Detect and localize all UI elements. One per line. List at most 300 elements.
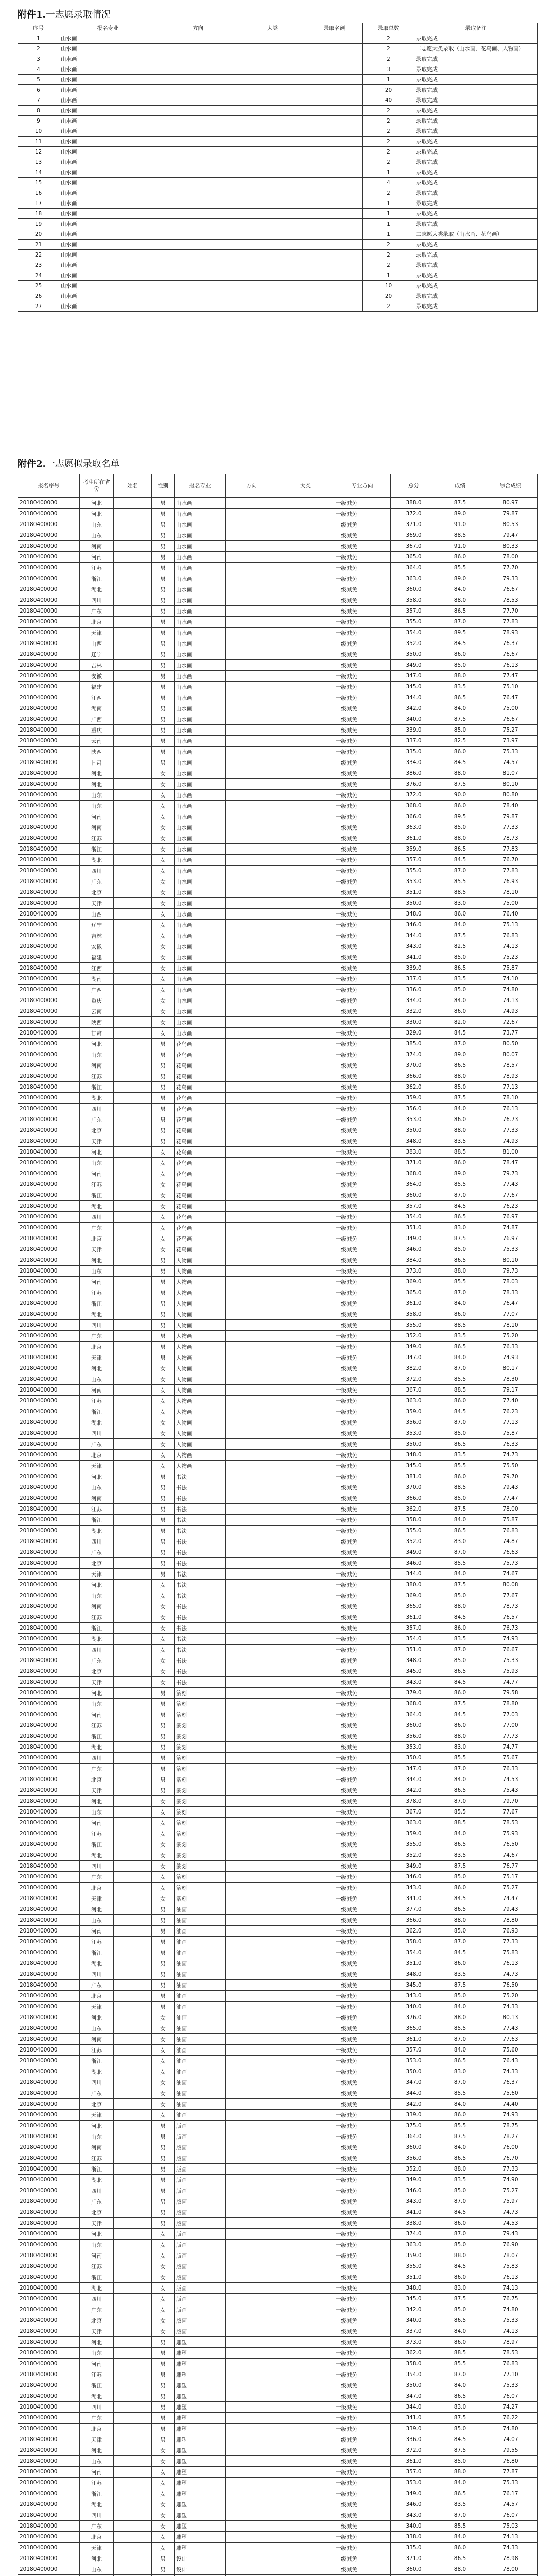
table-row	[18, 2564, 538, 2575]
table2-cell: 85.5	[437, 1179, 483, 1190]
table2-cell: 20180400000	[18, 617, 80, 628]
table2-cell: 雕塑	[175, 2478, 226, 2488]
table2-cell: 355.0	[391, 866, 437, 876]
table2-cell: 一级减免	[334, 530, 391, 541]
table2-cell: 油画	[175, 1980, 226, 1991]
table2-cell: 366.0	[391, 811, 437, 822]
table2-cell: 20180400000	[18, 2012, 80, 2023]
table2-cell: 女	[152, 985, 175, 995]
table2-cell	[114, 2359, 152, 2369]
table2-cell: 76.97	[483, 1233, 538, 1244]
table1-cell: 26	[18, 291, 59, 301]
table2-cell	[226, 941, 277, 952]
table2-cell: 一级减免	[334, 1526, 391, 1536]
table2-cell: 书法	[175, 1580, 226, 1590]
table2-cell: 20180400000	[18, 876, 80, 887]
table-row	[18, 2402, 538, 2413]
table2-cell: 374.0	[391, 2229, 437, 2240]
table2-cell	[277, 1590, 334, 1601]
table2-cell: 河北	[80, 1147, 114, 1158]
table2-cell	[114, 1699, 152, 1709]
table1-cell	[239, 260, 306, 270]
table2-cell: 87.0	[437, 2510, 483, 2521]
table1-cell	[306, 188, 363, 198]
table2-cell	[226, 2564, 277, 2575]
table2-cell: 人物画	[175, 1331, 226, 1342]
table2-cell: 女	[152, 2456, 175, 2467]
table2-cell	[114, 552, 152, 563]
table2-cell: 86.0	[437, 2543, 483, 2553]
table2-cell: 浙江	[80, 1190, 114, 1201]
table1-cell: 山水画	[59, 85, 157, 95]
table2-cell: 20180400000	[18, 1352, 80, 1363]
table2-cell: 书法	[175, 1623, 226, 1634]
table2-cell: 女	[152, 1406, 175, 1417]
table2-cell: 男	[152, 2424, 175, 2434]
table-row	[18, 573, 538, 584]
table2-cell: 女	[152, 1872, 175, 1883]
table2-cell	[277, 1969, 334, 1980]
table2-cell: 88.0	[437, 1731, 483, 1742]
table2-cell: 女	[152, 1417, 175, 1428]
table2-cell	[277, 2359, 334, 2369]
table2-cell: 75.20	[483, 1991, 538, 2002]
table2-cell: 87.0	[437, 1287, 483, 1298]
table1-cell	[306, 178, 363, 188]
table2-cell	[277, 1298, 334, 1309]
table2-cell	[277, 1850, 334, 1861]
table2-cell: 20180400000	[18, 1807, 80, 1818]
table2-cell: 72.67	[483, 1017, 538, 1028]
table2-cell: 女	[152, 887, 175, 898]
table2-cell	[114, 1136, 152, 1147]
table2-cell: 359.0	[391, 844, 437, 855]
table-row	[18, 2543, 538, 2553]
table2-cell: 一级减免	[334, 1764, 391, 1774]
table-row	[18, 1926, 538, 1937]
table-row	[18, 1396, 538, 1406]
table2-cell: 20180400000	[18, 995, 80, 1006]
table2-cell: 篆刻	[175, 1828, 226, 1839]
table1-cell: 二志愿大类录取（山水画、花鸟画、人物画）	[414, 44, 538, 54]
table2-cell: 一级减免	[334, 2207, 391, 2218]
table2-cell: 一级减免	[334, 1071, 391, 1082]
table2-cell: 353.0	[391, 1742, 437, 1753]
table2-cell: 女	[152, 2099, 175, 2110]
table2-cell: 76.43	[483, 2056, 538, 2066]
table2-cell: 89.0	[437, 573, 483, 584]
table1-cell	[239, 64, 306, 75]
table2-cell: 87.5	[437, 2294, 483, 2304]
table2-cell	[277, 898, 334, 909]
table1-header-cell: 方向	[157, 23, 239, 33]
table2-cell: 20180400000	[18, 1828, 80, 1839]
table1-cell: 4	[363, 178, 414, 188]
table2-cell: 花鸟画	[175, 1158, 226, 1168]
table2-cell: 雕塑	[175, 2348, 226, 2359]
table2-cell: 北京	[80, 2099, 114, 2110]
table2-cell: 北京	[80, 2207, 114, 2218]
table2-cell: 85.5	[437, 1461, 483, 1471]
table2-cell: 一级减免	[334, 1818, 391, 1828]
table2-cell	[226, 1104, 277, 1114]
table2-cell: 20180400000	[18, 1028, 80, 1039]
table2-cell: 76.97	[483, 1212, 538, 1223]
table1-cell	[157, 95, 239, 106]
table-row	[18, 301, 538, 312]
table2-cell: 篆刻	[175, 1893, 226, 1904]
table2-cell: 89.0	[437, 1168, 483, 1179]
table2-cell: 86.0	[437, 1471, 483, 1482]
table2-cell: 20180400000	[18, 2121, 80, 2131]
table2-cell: 一级减免	[334, 606, 391, 617]
table2-cell: 91.0	[437, 541, 483, 552]
table2-cell: 浙江	[80, 2380, 114, 2391]
table2-cell: 20180400000	[18, 2510, 80, 2521]
table2-cell: 雕塑	[175, 2402, 226, 2413]
table2-cell: 河南	[80, 1168, 114, 1179]
table2-cell	[226, 2326, 277, 2337]
table2-cell: 335.0	[391, 2543, 437, 2553]
table2-cell	[277, 2478, 334, 2488]
table2-cell	[226, 833, 277, 844]
table2-cell: 天津	[80, 1569, 114, 1580]
table1-cell: 山水画	[59, 54, 157, 64]
table2-cell: 20180400000	[18, 1958, 80, 1969]
table2-cell	[277, 1071, 334, 1082]
table-row	[18, 768, 538, 779]
table2-cell: 山水画	[175, 617, 226, 628]
table2-cell	[114, 1471, 152, 1482]
table2-cell: 86.0	[437, 801, 483, 811]
table2-cell	[226, 811, 277, 822]
table2-title-bold: 附件2.	[18, 459, 46, 469]
table-row	[18, 1699, 538, 1709]
table2-cell: 一级减免	[334, 941, 391, 952]
table2-cell: 一级减免	[334, 930, 391, 941]
table2-cell: 78.33	[483, 1287, 538, 1298]
table2-cell: 花鸟画	[175, 1104, 226, 1114]
table2-cell: 373.0	[391, 2337, 437, 2348]
table1-cell	[157, 157, 239, 167]
table2-cell	[114, 606, 152, 617]
table2-cell: 广东	[80, 1980, 114, 1991]
table2-cell: 370.0	[391, 1482, 437, 1493]
table2-cell: 76.17	[483, 2488, 538, 2499]
table2-cell	[226, 855, 277, 866]
table2-cell: 20180400000	[18, 1915, 80, 1926]
table2-cell	[226, 1017, 277, 1028]
table2-cell	[114, 519, 152, 530]
table2-cell	[226, 1731, 277, 1742]
table2-cell: 河北	[80, 1255, 114, 1266]
table2-cell	[114, 1461, 152, 1471]
table2-cell	[226, 2315, 277, 2326]
table2-cell: 20180400000	[18, 2131, 80, 2142]
table2-cell: 雕塑	[175, 2359, 226, 2369]
table2-cell: 86.0	[437, 1720, 483, 1731]
table2-cell: 一级减免	[334, 1450, 391, 1461]
table2-cell: 山水画	[175, 660, 226, 671]
table-row	[18, 1785, 538, 1796]
table2-cell	[277, 595, 334, 606]
table1-cell: 山水画	[59, 198, 157, 209]
table2-cell	[226, 1915, 277, 1926]
table2-cell: 辽宁	[80, 649, 114, 660]
table1-cell: 1	[363, 167, 414, 178]
table2-cell: 342.0	[391, 703, 437, 714]
table2-cell	[226, 2369, 277, 2380]
table2-cell: 一级减免	[334, 2304, 391, 2315]
table2-cell: 358.0	[391, 595, 437, 606]
table2-cell: 一级减免	[334, 1796, 391, 1807]
table2-cell: 山水画	[175, 649, 226, 660]
table2-cell: 女	[152, 1158, 175, 1168]
table2-cell: 85.0	[437, 985, 483, 995]
table2-cell: 一级减免	[334, 1093, 391, 1104]
table2-cell: 男	[152, 2207, 175, 2218]
table-row	[18, 2283, 538, 2294]
table2-cell: 79.33	[483, 573, 538, 584]
table2-cell: 四川	[80, 1861, 114, 1872]
table2-cell: 365.0	[391, 2023, 437, 2034]
table-row	[18, 1049, 538, 1060]
table2-cell	[226, 2142, 277, 2153]
table1-cell	[306, 116, 363, 126]
table1-cell	[306, 33, 363, 44]
table2-cell: 88.0	[437, 1125, 483, 1136]
table2-cell: 361.0	[391, 833, 437, 844]
table2-cell: 88.0	[437, 2012, 483, 2023]
table-row	[18, 2034, 538, 2045]
table2-cell	[226, 498, 277, 509]
table1-cell: 10	[363, 281, 414, 291]
table-row	[18, 95, 538, 106]
table2-cell: 女	[152, 2229, 175, 2240]
table2-cell	[226, 2488, 277, 2499]
table1-cell	[239, 167, 306, 178]
table2-cell: 版画	[175, 2131, 226, 2142]
table2-cell	[114, 768, 152, 779]
table2-cell: 20180400000	[18, 1244, 80, 1255]
table2-cell	[226, 2066, 277, 2077]
table2-cell: 天津	[80, 1785, 114, 1796]
table2-cell: 广东	[80, 876, 114, 887]
table2-cell	[114, 2521, 152, 2532]
table2-cell: 浙江	[80, 1515, 114, 1526]
table2-cell	[277, 530, 334, 541]
table2-cell: 74.93	[483, 1352, 538, 1363]
table1-cell: 21	[18, 240, 59, 250]
table2-cell: 88.5	[437, 1385, 483, 1396]
table2-cell: 男	[152, 638, 175, 649]
table-row	[18, 530, 538, 541]
table2-cell: 山东	[80, 1374, 114, 1385]
table2-cell: 河南	[80, 2034, 114, 2045]
table2-cell: 75.10	[483, 682, 538, 692]
table2-cell: 油画	[175, 1904, 226, 1915]
table2-cell	[114, 2488, 152, 2499]
table2-cell: 山水画	[175, 682, 226, 692]
table1-cell: 山水画	[59, 301, 157, 312]
table2-cell	[277, 2175, 334, 2185]
table2-cell	[226, 736, 277, 747]
table-row	[18, 1168, 538, 1179]
table2-cell	[277, 2185, 334, 2196]
table-row	[18, 2175, 538, 2185]
table2-cell	[277, 757, 334, 768]
table2-cell	[226, 1168, 277, 1179]
table2-cell: 一级减免	[334, 1883, 391, 1893]
table2-header-cell: 报名序号	[18, 474, 80, 498]
table2-cell: 男	[152, 2153, 175, 2164]
table2-cell	[226, 2553, 277, 2564]
table2-cell: 男	[152, 682, 175, 692]
table2-cell	[277, 1417, 334, 1428]
table-row	[18, 1590, 538, 1601]
table2-cell: 一级减免	[334, 985, 391, 995]
table2-cell: 357.0	[391, 855, 437, 866]
table-row	[18, 606, 538, 617]
table-row	[18, 1417, 538, 1428]
table2-cell: 341.0	[391, 952, 437, 963]
table2-cell	[226, 1536, 277, 1547]
table2-cell: 一级减免	[334, 1168, 391, 1179]
table2-cell: 74.67	[483, 1850, 538, 1861]
table2-header-cell: 方向	[226, 474, 277, 498]
table2-cell	[277, 2402, 334, 2413]
table2-cell: 一级减免	[334, 1212, 391, 1223]
table2-cell: 一级减免	[334, 2175, 391, 2185]
table-row	[18, 1634, 538, 1645]
table2-cell	[114, 2402, 152, 2413]
table2-cell	[226, 2218, 277, 2229]
table2-cell: 北京	[80, 1883, 114, 1893]
table2-cell: 一级减免	[334, 1731, 391, 1742]
table2-cell: 75.20	[483, 1331, 538, 1342]
table2-cell: 363.0	[391, 1396, 437, 1406]
table2-cell	[226, 1937, 277, 1947]
table2-cell: 花鸟画	[175, 1212, 226, 1223]
table2-cell: 87.0	[437, 1417, 483, 1428]
table2-cell: 20180400000	[18, 736, 80, 747]
table2-cell	[277, 1363, 334, 1374]
table2-cell: 76.33	[483, 1764, 538, 1774]
table2-cell: 336.0	[391, 2434, 437, 2445]
table2-cell: 80.07	[483, 1049, 538, 1060]
table2-cell: 79.87	[483, 509, 538, 519]
table1-cell	[239, 95, 306, 106]
table2-cell: 361.0	[391, 2456, 437, 2467]
table2-cell: 女	[152, 1850, 175, 1861]
table2-cell: 一级减免	[334, 2380, 391, 2391]
table2-cell	[277, 1872, 334, 1883]
table2-cell	[277, 2391, 334, 2402]
table2-cell: 广东	[80, 1547, 114, 1558]
table2-cell: 359.0	[391, 1828, 437, 1839]
table2-cell	[114, 1904, 152, 1915]
table2-cell: 一级减免	[334, 1223, 391, 1233]
table2-cell	[114, 2066, 152, 2077]
table2-cell: 天津	[80, 2002, 114, 2012]
table2-cell: 男	[152, 725, 175, 736]
table1-cell: 3	[18, 54, 59, 64]
table2-cell: 河南	[80, 1385, 114, 1396]
table1-cell: 山水画	[59, 33, 157, 44]
table2-cell: 河南	[80, 2250, 114, 2261]
table1-cell: 5	[18, 75, 59, 85]
table2-cell: 一级减免	[334, 2088, 391, 2099]
table2-cell: 20180400000	[18, 519, 80, 530]
table2-cell: 男	[152, 2337, 175, 2348]
table2-cell: 346.0	[391, 920, 437, 930]
table2-cell: 87.0	[437, 2229, 483, 2240]
table2-cell: 85.5	[437, 876, 483, 887]
table2-cell: 20180400000	[18, 941, 80, 952]
table1-header-cell: 大类	[239, 23, 306, 33]
table2-cell: 338.0	[391, 2532, 437, 2543]
table2-cell: 370.0	[391, 1060, 437, 1071]
table2-cell: 山东	[80, 2131, 114, 2142]
table2-cell: 87.0	[437, 617, 483, 628]
table2-cell: 78.80	[483, 1699, 538, 1709]
table2-cell	[114, 2110, 152, 2121]
table2-cell: 河南	[80, 1926, 114, 1937]
table2-cell	[277, 2564, 334, 2575]
table2-cell: 364.0	[391, 2131, 437, 2142]
table2-cell	[114, 2391, 152, 2402]
table1-cell	[157, 33, 239, 44]
table2-header-cell: 综合成绩	[483, 474, 538, 498]
table2-cell: 女	[152, 1374, 175, 1385]
table2-cell: 366.0	[391, 1071, 437, 1082]
table2-cell: 男	[152, 1785, 175, 1796]
table2-cell: 男	[152, 1309, 175, 1320]
table2-cell	[114, 1850, 152, 1861]
table2-cell: 74.93	[483, 1006, 538, 1017]
table-row	[18, 1287, 538, 1298]
table2-cell: 山水画	[175, 563, 226, 573]
table2-cell: 77.13	[483, 1082, 538, 1093]
table2-cell: 女	[152, 866, 175, 876]
table2-cell: 浙江	[80, 1623, 114, 1634]
table2-cell: 84.0	[437, 1569, 483, 1580]
table2-cell: 85.0	[437, 1872, 483, 1883]
table2-cell: 77.33	[483, 822, 538, 833]
table2-cell: 江苏	[80, 1612, 114, 1623]
table-row	[18, 1093, 538, 1104]
table2-cell: 男	[152, 1742, 175, 1753]
table2-cell: 山水画	[175, 985, 226, 995]
table2-cell: 一级减免	[334, 2326, 391, 2337]
table2-cell: 20180400000	[18, 1590, 80, 1601]
table2-cell	[226, 1720, 277, 1731]
table2-cell	[226, 1331, 277, 1342]
table2-cell: 351.0	[391, 887, 437, 898]
table2-cell	[114, 649, 152, 660]
table2-cell	[226, 1677, 277, 1688]
table2-cell: 版画	[175, 2261, 226, 2272]
table2-cell: 一级减免	[334, 2077, 391, 2088]
table2-cell: 北京	[80, 1342, 114, 1352]
table2-cell: 75.33	[483, 2315, 538, 2326]
table2-cell	[114, 1493, 152, 1504]
table2-cell: 342.0	[391, 2099, 437, 2110]
table2-cell: 男	[152, 1039, 175, 1049]
table1-cell	[157, 75, 239, 85]
table2-cell	[226, 563, 277, 573]
table2-cell: 一级减免	[334, 595, 391, 606]
